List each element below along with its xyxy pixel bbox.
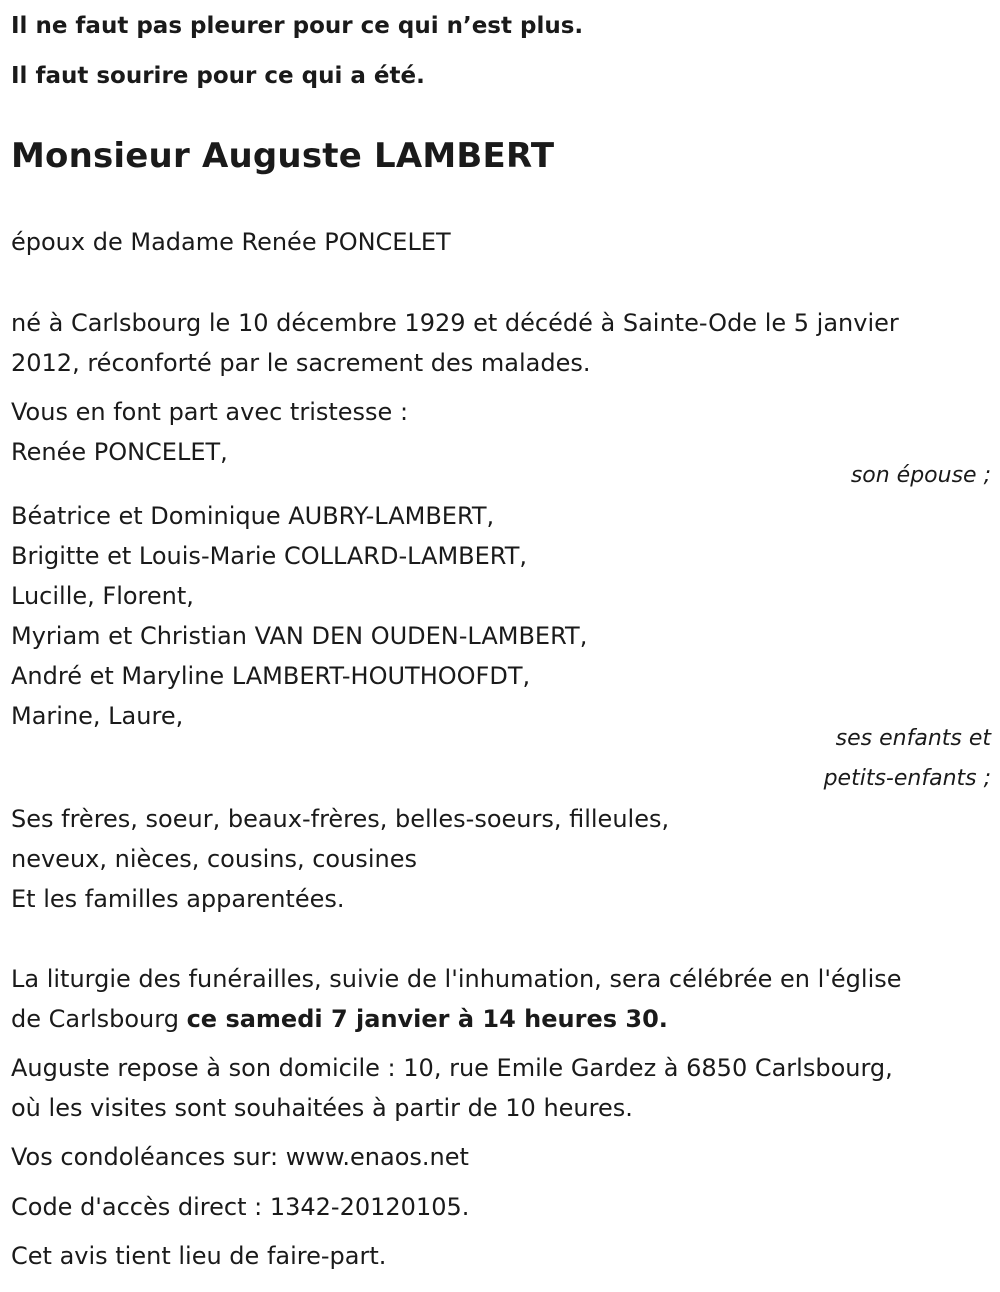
funeral-line-1: La liturgie des funérailles, suivie de l'inhumation, sera célébrée en l'église <box>11 965 902 993</box>
family-line-3: Et les familles apparentées. <box>11 885 345 913</box>
condolences-line: Vos condoléances sur: www.enaos.net <box>11 1143 469 1171</box>
family-line-1: Ses frères, soeur, beaux-frères, belles-soeurs, filleules, <box>11 805 670 833</box>
child-line: Myriam et Christian VAN DEN OUDEN-LAMBERT, <box>11 622 588 650</box>
family-line-2: neveux, nièces, cousins, cousines <box>11 845 417 873</box>
quote-line-2: Il faut sourire pour ce qui a été. <box>11 63 425 89</box>
quote-line-1: Il ne faut pas pleurer pour ce qui n’est plus. <box>11 13 584 39</box>
child-line: Lucille, Florent, <box>11 582 194 610</box>
spouse-line: époux de Madame Renée PONCELET <box>11 228 451 256</box>
children-relation-line-2: petits-enfants ; <box>823 766 991 791</box>
birth-death-line-2: 2012, réconforté par le sacrement des malades. <box>11 349 591 377</box>
announcement-intro: Vous en font part avec tristesse : <box>11 398 409 426</box>
deceased-name: Monsieur Auguste LAMBERT <box>11 136 555 176</box>
child-line: André et Maryline LAMBERT-HOUTHOOFDT, <box>11 662 531 690</box>
spouse-name: Renée PONCELET, <box>11 438 228 466</box>
access-code-line: Code d'accès direct : 1342-20120105. <box>11 1193 470 1221</box>
spouse-relation: son épouse ; <box>850 463 991 488</box>
child-line: Marine, Laure, <box>11 702 184 730</box>
funeral-line-2 <box>11 999 668 1039</box>
visit-line-2: où les visites sont souhaitées à partir de 10 heures. <box>11 1094 633 1122</box>
closing-line: Cet avis tient lieu de faire-part. <box>11 1242 387 1270</box>
birth-death-line-1: né à Carlsbourg le 10 décembre 1929 et décédé à Sainte-Ode le 5 janvier <box>11 309 899 337</box>
child-line: Béatrice et Dominique AUBRY-LAMBERT, <box>11 502 495 530</box>
funeral-date-time: ce samedi 7 janvier à 14 heures 30. <box>186 1005 668 1033</box>
children-relation-line-1: ses enfants et <box>835 726 991 751</box>
visit-line-1: Auguste repose à son domicile : 10, rue Emile Gardez à 6850 Carlsbourg, <box>11 1054 893 1082</box>
funeral-line-2-start: de Carlsbourg <box>11 1005 187 1033</box>
child-line: Brigitte et Louis-Marie COLLARD-LAMBERT, <box>11 542 528 570</box>
